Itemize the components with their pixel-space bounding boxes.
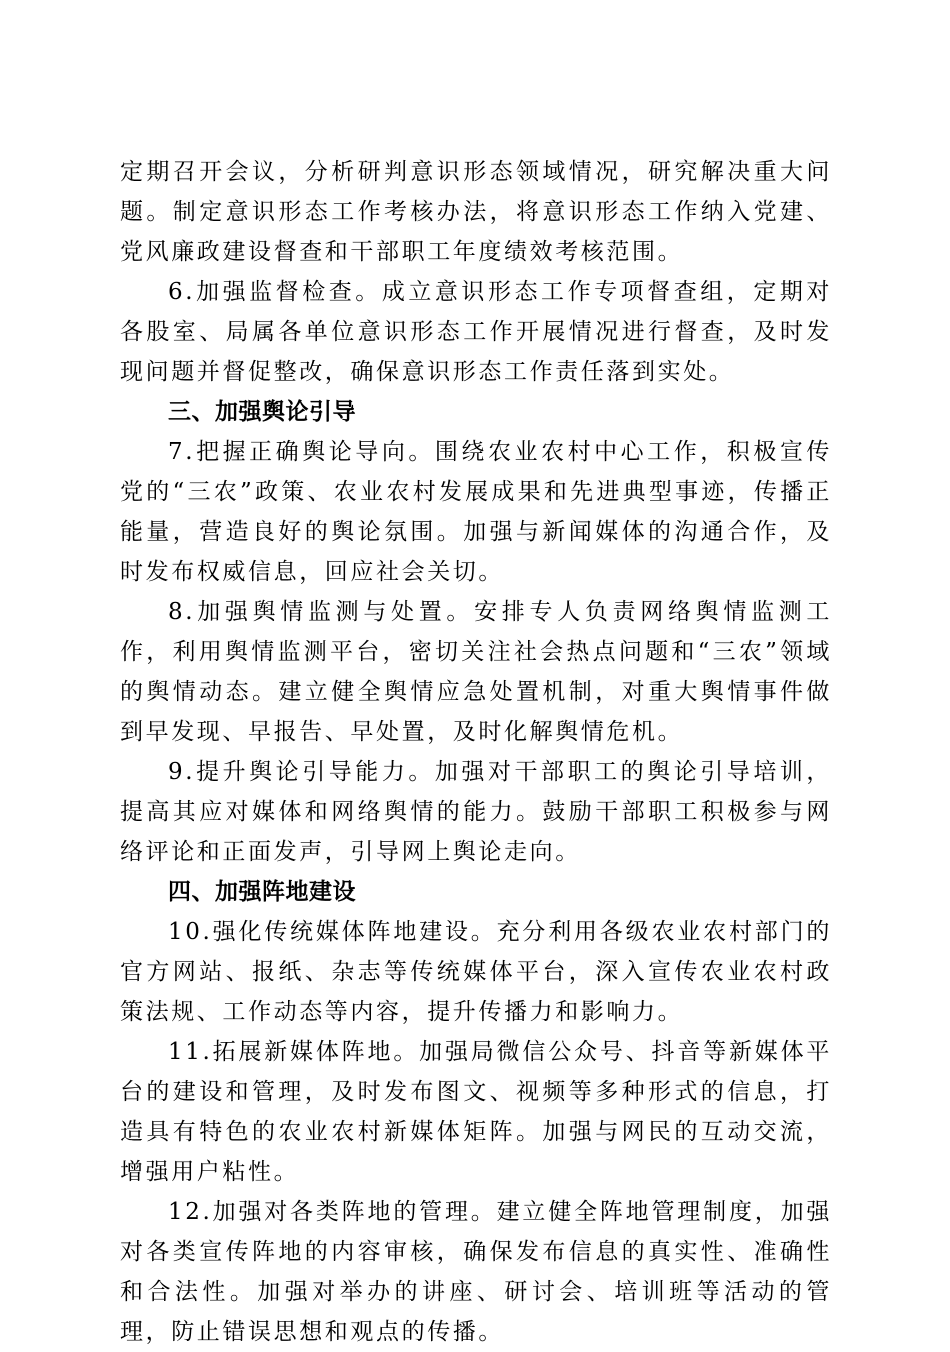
paragraph-item-11: 11.拓展新媒体阵地。加强局微信公众号、抖音等新媒体平台的建设和管理，及时发布图文、视频等多种形式的信息，打造具有特色的农业农村新媒体矩阵。加强与网民的互动交流，增强用户粘性。 bbox=[120, 1039, 832, 1185]
paragraph-item-12: 12.加强对各类阵地的管理。建立健全阵地管理制度，加强对各类宣传阵地的内容审核，确保发布信息的真实性、准确性和合法性。加强对举办的讲座、研讨会、培训班等活动的管理，防止错误思想和观点的传播。 bbox=[120, 1199, 832, 1345]
section-heading-4: 四、加强阵地建设 bbox=[168, 879, 356, 905]
paragraph-item-7: 7.把握正确舆论导向。围绕农业农村中心工作，积极宣传党的“三农”政策、农业农村发展成果和先进典型事迹，传播正能量，营造良好的舆论氛围。加强与新闻媒体的沟通合作，及时发布权威信息，回应社会关切。 bbox=[120, 439, 832, 585]
paragraph-item-6: 6.加强监督检查。成立意识形态工作专项督查组，定期对各股室、局属各单位意识形态工作开展情况进行督查，及时发现问题并督促整改，确保意识形态工作责任落到实处。 bbox=[120, 279, 832, 385]
paragraph-item-8: 8.加强舆情监测与处置。安排专人负责网络舆情监测工作，利用舆情监测平台，密切关注社会热点问题和“三农”领域的舆情动态。建立健全舆情应急处置机制，对重大舆情事件做到早发现、早报告、早处置，及时化解舆情危机。 bbox=[120, 599, 832, 745]
paragraph-continuation: 定期召开会议，分析研判意识形态领域情况，研究解决重大问题。制定意识形态工作考核办法，将意识形态工作纳入党建、党风廉政建设督查和干部职工年度绩效考核范围。 bbox=[120, 159, 832, 265]
section-heading-3: 三、加强舆论引导 bbox=[168, 399, 356, 425]
paragraph-item-10: 10.强化传统媒体阵地建设。充分利用各级农业农村部门的官方网站、报纸、杂志等传统媒体平台，深入宣传农业农村政策法规、工作动态等内容，提升传播力和影响力。 bbox=[120, 919, 832, 1025]
paragraph-item-9: 9.提升舆论引导能力。加强对干部职工的舆论引导培训，提高其应对媒体和网络舆情的能力。鼓励干部职工积极参与网络评论和正面发声，引导网上舆论走向。 bbox=[120, 759, 832, 865]
document-page bbox=[120, 152, 832, 1352]
